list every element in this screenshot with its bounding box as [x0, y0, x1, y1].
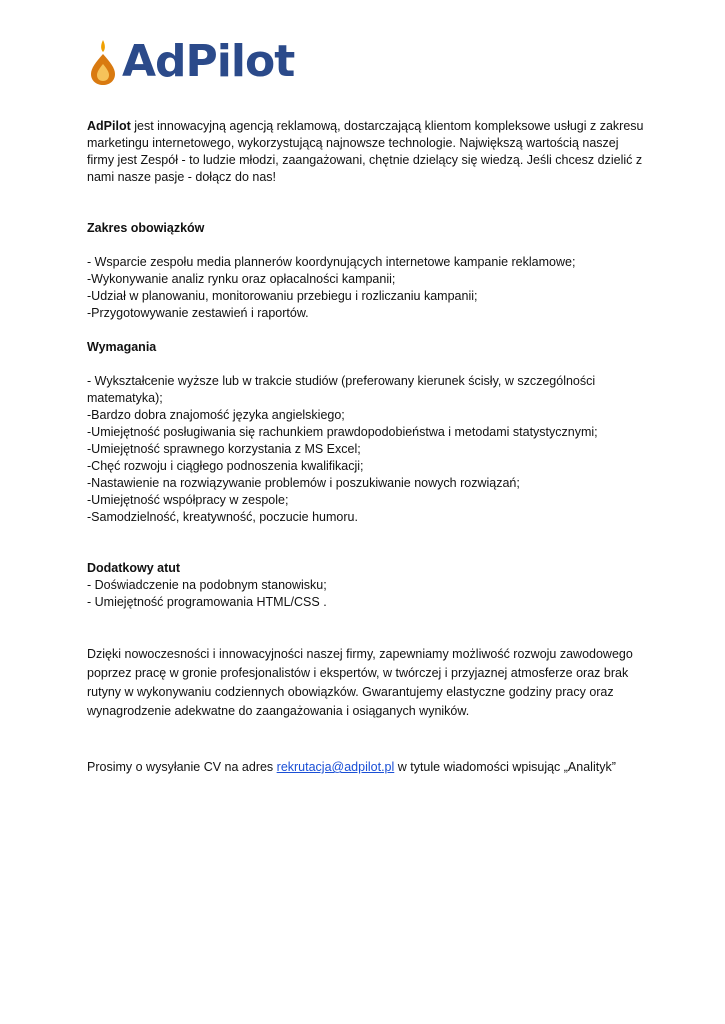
list-item: -Chęć rozwoju i ciągłego podnoszenia kwalifikacji; — [87, 459, 364, 473]
list-item: -Umiejętność sprawnego korzystania z MS Excel; — [87, 442, 361, 456]
duties-list — [87, 254, 647, 322]
list-item: - Wykształcenie wyższe lub w trakcie studiów (preferowany kierunek ścisły, w szczególności matematyka); — [87, 374, 596, 405]
closing-paragraph: Dzięki nowoczesności i innowacyjności naszej firmy, zapewniamy możliwość rozwoju zawodowego poprzez pracę w gronie profesjonalistów i ekspertów, w twórczej i przyjaznej atmosferze oraz brak rutyny w wykonywaniu codziennych obowiązków. Gwarantujemy elastyczne godziny pracy oraz wynagrodzenie adekwatne do zaangażowania i osiąganych wyników. — [87, 647, 633, 718]
list-item: -Przygotowywanie zestawień i raportów. — [87, 306, 309, 320]
list-item: -Umiejętność posługiwania się rachunkiem prawdopodobieństwa i metodami statystycznymi; — [87, 425, 598, 439]
cv-text-before: Prosimy o wysyłanie CV na adres — [87, 760, 277, 774]
logo-text: AdPilot — [122, 36, 295, 87]
list-item: -Udział w planowaniu, monitorowaniu przebiegu i rozliczaniu kampanii; — [87, 289, 478, 303]
intro-paragraph — [87, 118, 647, 186]
duties-heading: Zakres obowiązków — [87, 221, 205, 235]
list-item: -Umiejętność współpracy w zespole; — [87, 493, 289, 507]
list-item: - Wsparcie zespołu media plannerów koordynujących internetowe kampanie reklamowe; — [87, 255, 576, 269]
requirements-list — [87, 373, 647, 526]
email-link[interactable]: rekrutacja@adpilot.pl — [276, 760, 395, 774]
adpilot-logo — [88, 38, 294, 86]
intro-text: jest innowacyjną agencją reklamową, dostarczającą klientom kompleksowe usługi z zakresu marketingu internetowego, wykorzystującą najnowsze technologie. Największą wartością naszej firmy jest Zespół - to ludzie młodzi, zaangażowani, chętnie dzielący się wiedzą. Jeśli chcesz dzielić z nami nasze pasje - dołącz do nas! — [87, 119, 644, 184]
list-item: -Samodzielność, kreatywność, poczucie humoru. — [87, 510, 358, 524]
list-item: -Nastawienie na rozwiązywanie problemów i poszukiwanie nowych rozwiązań; — [87, 476, 520, 490]
list-item: -Wykonywanie analiz rynku oraz opłacalności kampanii; — [87, 272, 396, 286]
list-item: - Doświadczenie na podobnym stanowisku; — [87, 578, 327, 592]
flame-drop-icon — [88, 38, 118, 86]
extra-heading: Dodatkowy atut — [87, 561, 181, 575]
cv-instruction — [87, 759, 647, 776]
extra-section — [87, 560, 647, 611]
requirements-heading: Wymagania — [87, 340, 157, 354]
list-item: - Umiejętność programowania HTML/CSS . — [87, 595, 327, 609]
brand-name: AdPilot — [87, 119, 131, 133]
cv-text-after: w tytule wiadomości wpisując „Analityk” — [394, 760, 616, 774]
job-offer-body — [87, 118, 647, 776]
list-item: -Bardzo dobra znajomość języka angielskiego; — [87, 408, 345, 422]
